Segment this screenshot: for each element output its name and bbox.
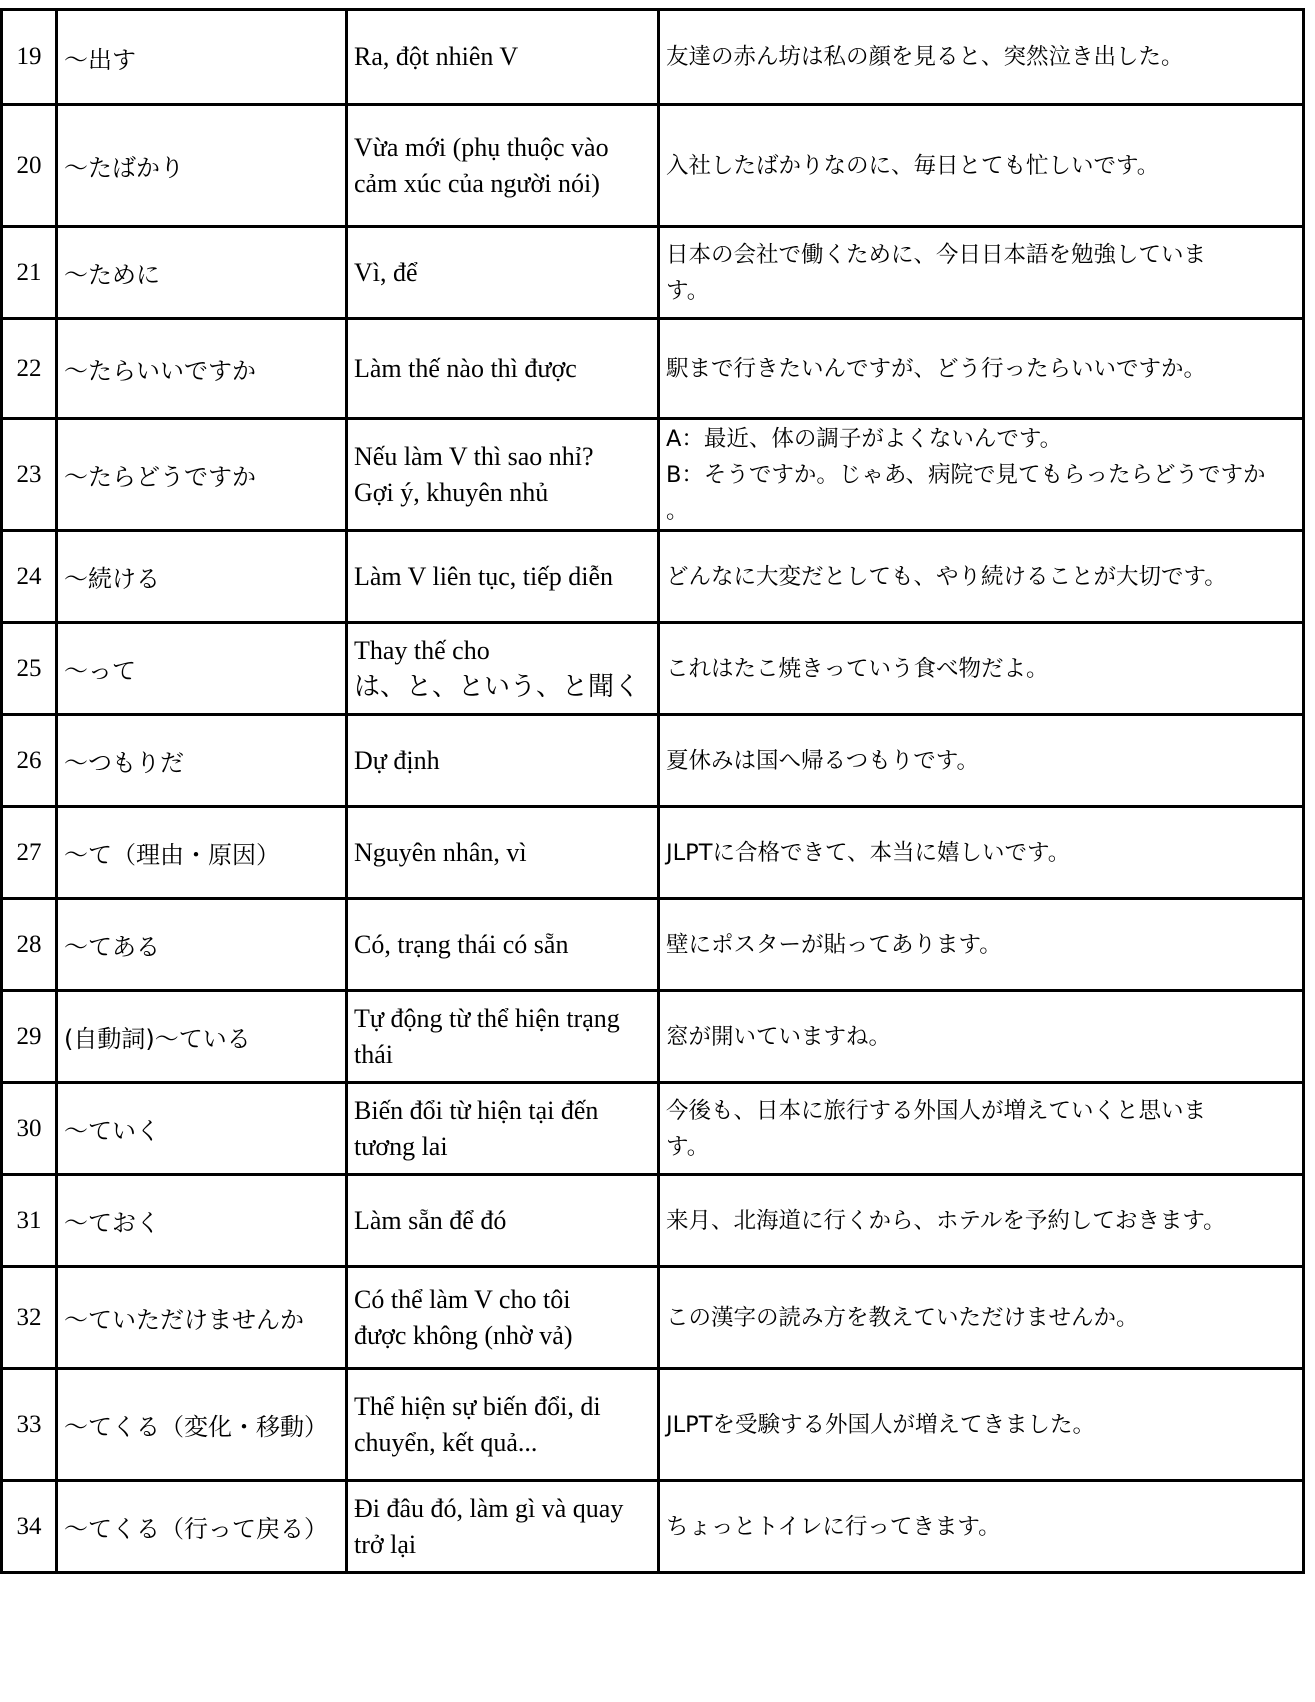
example-sentence: 壁にポスターが貼ってあります。 <box>659 899 1304 991</box>
grammar-pattern: ～たばかり <box>57 105 347 227</box>
example-sentence: 日本の会社で働くために、今日日本語を勉強していま す。 <box>659 227 1304 319</box>
table-row <box>2 1083 1304 1175</box>
meaning-cell: Vì, để <box>347 227 659 319</box>
row-number: 27 <box>2 807 57 899</box>
table-row <box>2 1369 1304 1481</box>
grammar-pattern: ～てくる（変化・移動） <box>57 1369 347 1481</box>
table-row <box>2 105 1304 227</box>
row-number: 32 <box>2 1267 57 1369</box>
table-row <box>2 899 1304 991</box>
meaning-cell: Thể hiện sự biến đổi, di chuyển, kết quả... <box>347 1369 659 1481</box>
example-sentence: 来月、北海道に行くから、ホテルを予約しておきます。 <box>659 1175 1304 1267</box>
example-sentence: どんなに大変だとしても、やり続けることが大切です。 <box>659 531 1304 623</box>
table-row <box>2 319 1304 419</box>
meaning-cell: Làm thế nào thì được <box>347 319 659 419</box>
row-number: 19 <box>2 10 57 105</box>
meaning-cell: Có, trạng thái có sẵn <box>347 899 659 991</box>
grammar-pattern: ～たらいいですか <box>57 319 347 419</box>
example-sentence: この漢字の読み方を教えていただけませんか。 <box>659 1267 1304 1369</box>
meaning-cell: Tự động từ thể hiện trạng thái <box>347 991 659 1083</box>
meaning-cell: Thay thế cho は、と、という、と聞く <box>347 623 659 715</box>
grammar-pattern: ～たらどうですか <box>57 419 347 531</box>
table-row <box>2 531 1304 623</box>
meaning-cell: Nếu làm V thì sao nhỉ? Gợi ý, khuyên nhủ <box>347 419 659 531</box>
row-number: 25 <box>2 623 57 715</box>
example-sentence: JLPTに合格できて、本当に嬉しいです。 <box>659 807 1304 899</box>
row-number: 22 <box>2 319 57 419</box>
row-number: 29 <box>2 991 57 1083</box>
meaning-cell: Làm V liên tục, tiếp diễn <box>347 531 659 623</box>
grammar-pattern: ～ておく <box>57 1175 347 1267</box>
grammar-pattern: ～ていく <box>57 1083 347 1175</box>
grammar-table <box>0 8 1305 1574</box>
meaning-cell: Có thể làm V cho tôi được không (nhờ vả) <box>347 1267 659 1369</box>
example-sentence: 駅まで行きたいんですが、どう行ったらいいですか。 <box>659 319 1304 419</box>
row-number: 21 <box>2 227 57 319</box>
example-sentence: ちょっとトイレに行ってきます。 <box>659 1481 1304 1573</box>
row-number: 26 <box>2 715 57 807</box>
meaning-cell: Ra, đột nhiên V <box>347 10 659 105</box>
row-number: 34 <box>2 1481 57 1573</box>
grammar-pattern: ～つもりだ <box>57 715 347 807</box>
table-row <box>2 1267 1304 1369</box>
grammar-pattern: ～ために <box>57 227 347 319</box>
grammar-pattern: (自動詞)～ている <box>57 991 347 1083</box>
meaning-cell: Dự định <box>347 715 659 807</box>
example-sentence: JLPTを受験する外国人が増えてきました。 <box>659 1369 1304 1481</box>
table-row <box>2 623 1304 715</box>
table-row <box>2 1175 1304 1267</box>
example-sentence: 窓が開いていますね。 <box>659 991 1304 1083</box>
meaning-cell: Làm sẵn để đó <box>347 1175 659 1267</box>
grammar-pattern: ～続ける <box>57 531 347 623</box>
table-body <box>2 10 1304 1573</box>
row-number: 23 <box>2 419 57 531</box>
table-row <box>2 807 1304 899</box>
row-number: 30 <box>2 1083 57 1175</box>
example-sentence: 夏休みは国へ帰るつもりです。 <box>659 715 1304 807</box>
example-sentence: 今後も、日本に旅行する外国人が増えていくと思いま す。 <box>659 1083 1304 1175</box>
row-number: 20 <box>2 105 57 227</box>
grammar-pattern: ～てある <box>57 899 347 991</box>
meaning-cell: Vừa mới (phụ thuộc vào cảm xúc của người nói) <box>347 105 659 227</box>
table-row <box>2 1481 1304 1573</box>
grammar-pattern: ～ていただけませんか <box>57 1267 347 1369</box>
row-number: 33 <box>2 1369 57 1481</box>
meaning-cell: Nguyên nhân, vì <box>347 807 659 899</box>
table-row <box>2 419 1304 531</box>
grammar-pattern: ～て（理由・原因） <box>57 807 347 899</box>
row-number: 24 <box>2 531 57 623</box>
grammar-pattern: ～出す <box>57 10 347 105</box>
table-row <box>2 715 1304 807</box>
example-sentence: これはたこ焼きっていう食べ物だよ。 <box>659 623 1304 715</box>
grammar-pattern: ～てくる（行って戻る） <box>57 1481 347 1573</box>
example-sentence: A：最近、体の調子がよくないんです。 B：そうですか。じゃあ、病院で見てもらったらどうですか 。 <box>659 419 1304 531</box>
table-row <box>2 227 1304 319</box>
table-row <box>2 10 1304 105</box>
row-number: 31 <box>2 1175 57 1267</box>
grammar-pattern: ～って <box>57 623 347 715</box>
example-sentence: 入社したばかりなのに、毎日とても忙しいです。 <box>659 105 1304 227</box>
meaning-cell: Đi đâu đó, làm gì và quay trở lại <box>347 1481 659 1573</box>
table-row <box>2 991 1304 1083</box>
row-number: 28 <box>2 899 57 991</box>
meaning-cell: Biến đổi từ hiện tại đến tương lai <box>347 1083 659 1175</box>
example-sentence: 友達の赤ん坊は私の顔を見ると、突然泣き出した。 <box>659 10 1304 105</box>
